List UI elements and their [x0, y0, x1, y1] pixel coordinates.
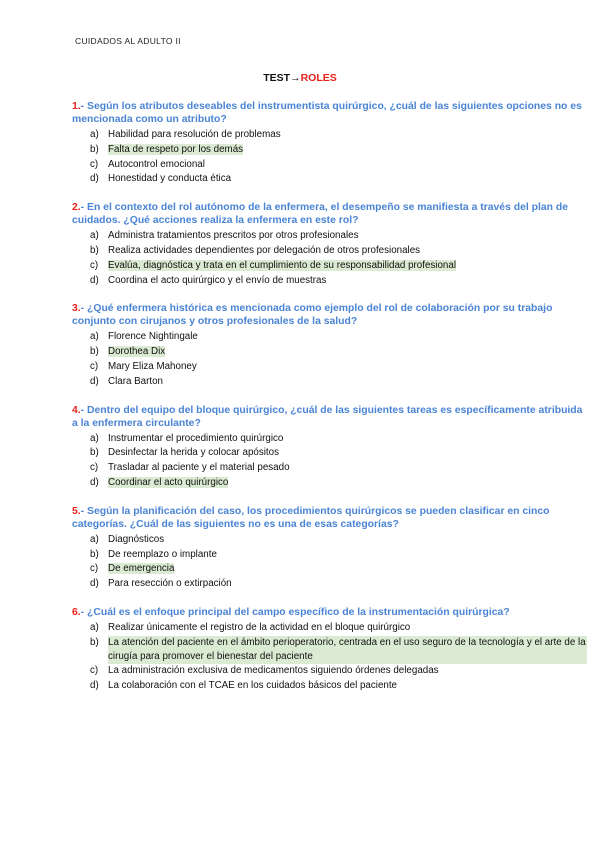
option-text: Desinfectar la herida y colocar apósitos: [108, 447, 279, 459]
option-text: Administra tratamientos prescritos por otros profesionales: [108, 230, 359, 242]
option-c-correct[interactable]: [72, 562, 587, 577]
option-a[interactable]: [72, 621, 587, 636]
question-number: 1.: [72, 101, 81, 112]
option-a[interactable]: [72, 330, 587, 345]
question-text: [72, 505, 587, 531]
question-5: [72, 505, 587, 592]
option-c[interactable]: [72, 664, 587, 679]
question-body: - En el contexto del rol autónomo de la enfermera, el desempeño se manifiesta a través del plan de cuidados. ¿Qué acciones realiza la enfermera en este rol?: [72, 202, 569, 227]
option-text: De emergencia: [108, 563, 175, 575]
option-b[interactable]: [72, 446, 587, 461]
option-text: Falta de respeto por los demás: [108, 143, 244, 155]
option-d[interactable]: [72, 679, 587, 694]
question-1: [72, 100, 587, 187]
option-a[interactable]: [72, 432, 587, 447]
question-text: [72, 606, 587, 619]
question-6: [72, 606, 587, 693]
option-list: [72, 533, 587, 592]
option-text: De reemplazo o implante: [108, 548, 217, 560]
option-d[interactable]: [72, 375, 587, 390]
option-d[interactable]: [72, 172, 587, 187]
option-letter: d): [90, 679, 99, 691]
option-c-correct[interactable]: [72, 259, 587, 274]
option-letter: d): [90, 578, 99, 590]
option-text: Trasladar al paciente y el material pesado: [108, 462, 290, 474]
question-number: 6.: [72, 606, 81, 618]
option-letter: b): [90, 548, 99, 560]
option-letter: b): [90, 346, 99, 358]
course-header: CUIDADOS AL ADULTO II: [75, 36, 181, 46]
option-letter: a): [90, 621, 99, 633]
option-letter: b): [90, 447, 99, 459]
option-letter: d): [90, 476, 99, 488]
question-4: [72, 404, 587, 491]
option-text: Autocontrol emocional: [108, 158, 205, 170]
option-letter: c): [90, 563, 99, 575]
question-body: - ¿Cuál es el enfoque principal del campo específico de la instrumentación quirúrgica?: [80, 606, 510, 618]
question-text: [72, 100, 587, 126]
option-b[interactable]: [72, 548, 587, 563]
question-list: [72, 100, 587, 707]
option-letter: a): [90, 129, 99, 140]
option-text: Realiza actividades dependientes por delegación de otros profesionales: [108, 244, 421, 256]
option-b-correct[interactable]: [72, 143, 587, 158]
option-text: Florence Nightingale: [108, 331, 198, 343]
question-text: [72, 404, 587, 430]
option-text: Habilidad para resolución de problemas: [108, 129, 281, 140]
option-text: Mary Eliza Mahoney: [108, 360, 197, 372]
question-number: 4.: [72, 404, 81, 416]
option-b-correct[interactable]: [72, 636, 587, 664]
option-letter: a): [90, 331, 99, 343]
option-b-correct[interactable]: [72, 345, 587, 360]
option-a[interactable]: [72, 533, 587, 548]
option-a[interactable]: [72, 128, 587, 143]
option-letter: b): [90, 244, 99, 256]
option-list: [72, 330, 587, 389]
option-text: Coordina el acto quirúrgico y el envío de muestras: [108, 274, 327, 286]
option-d-correct[interactable]: [72, 476, 587, 491]
option-list: [72, 621, 587, 693]
question-body: - Dentro del equipo del bloque quirúrgico, ¿cuál de las siguientes tareas es específicamente atribuida a la enfermera circulante?: [72, 404, 583, 429]
page-title: [0, 72, 600, 84]
question-text: [72, 302, 587, 328]
title-prefix: TEST→: [263, 72, 301, 84]
option-letter: d): [90, 173, 99, 185]
option-text: La administración exclusiva de medicamentos siguiendo órdenes delegadas: [108, 664, 439, 676]
title-highlight: ROLES: [300, 72, 337, 84]
option-letter: c): [90, 360, 99, 372]
option-text: Diagnósticos: [108, 533, 165, 545]
option-d[interactable]: [72, 577, 587, 592]
question-body: - Según los atributos deseables del instrumentista quirúrgico, ¿cuál de las siguientes opciones no es mencionada como un atributo?: [72, 101, 582, 125]
option-list: [72, 128, 587, 187]
option-d[interactable]: [72, 274, 587, 289]
option-letter: a): [90, 432, 99, 444]
option-text: Honestidad y conducta ética: [108, 173, 232, 185]
option-letter: b): [90, 636, 99, 648]
option-text: Realizar únicamente el registro de la actividad en el bloque quirúrgico: [108, 621, 411, 633]
option-list: [72, 432, 587, 491]
option-c[interactable]: [72, 158, 587, 173]
option-text: Evalúa, diagnóstica y trata en el cumplimiento de su responsabilidad profesional: [108, 259, 456, 271]
option-letter: b): [90, 143, 99, 155]
option-letter: d): [90, 274, 99, 286]
option-text: Dorothea Dix: [108, 346, 166, 358]
option-letter: c): [90, 259, 99, 271]
option-letter: d): [90, 375, 99, 387]
option-letter: c): [90, 664, 99, 676]
question-number: 5.: [72, 505, 81, 517]
option-text: La colaboración con el TCAE en los cuidados básicos del paciente: [108, 679, 398, 691]
option-letter: c): [90, 462, 99, 474]
option-text: Clara Barton: [108, 375, 163, 387]
option-text: Para resección o extirpación: [108, 578, 232, 590]
option-c[interactable]: [72, 461, 587, 476]
option-letter: a): [90, 230, 99, 242]
question-body: - Según la planificación del caso, los procedimientos quirúrgicos se pueden clasificar en cinco categorías. ¿Cuál de las siguientes no es una de esas categorías?: [72, 505, 550, 530]
option-text: Coordinar el acto quirúrgico: [108, 476, 229, 488]
option-c[interactable]: [72, 360, 587, 375]
option-b[interactable]: [72, 244, 587, 259]
option-letter: c): [90, 158, 99, 170]
question-3: [72, 302, 587, 389]
option-list: [72, 229, 587, 288]
question-number: 3.: [72, 303, 81, 315]
option-text: La atención del paciente en el ámbito perioperatorio, centrada en el uso seguro de la tecnología y el arte de la cirugía para promover el bienestar del paciente: [108, 636, 586, 662]
question-2: [72, 201, 587, 288]
option-letter: a): [90, 533, 99, 545]
question-number: 2.: [72, 202, 81, 214]
question-text: [72, 201, 587, 227]
option-text: Instrumentar el procedimiento quirúrgico: [108, 432, 284, 444]
question-body: - ¿Qué enfermera histórica es mencionada como ejemplo del rol de colaboración por su trabajo conjunto con cirujanos y otros profesionales de la salud?: [72, 303, 553, 328]
option-a[interactable]: [72, 229, 587, 244]
